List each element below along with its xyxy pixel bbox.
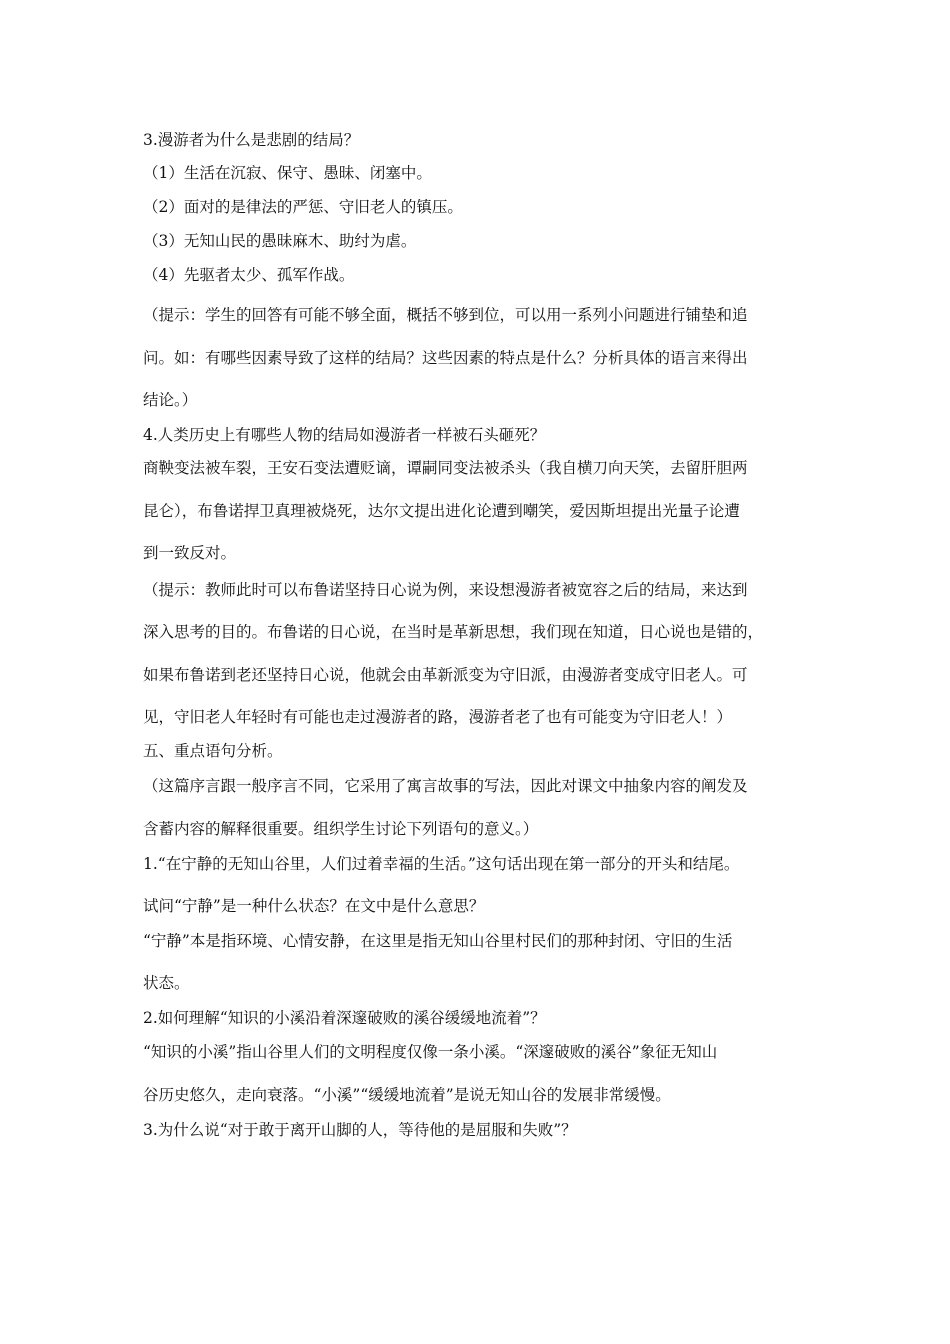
sentence-3-question: 3.为什么说“对于敢于离开山脚的人，等待他的是屈服和失败”？ [143, 1121, 577, 1139]
answer-paragraph-line-2: 昆仑），布鲁诺捍卫真理被烧死，达尔文提出进化论遭到嘲笑，爱因斯坦提出光量子论遭 [143, 502, 740, 520]
hint-paragraph-1-line-3: 结论。） [143, 391, 198, 409]
hint-paragraph-1-line-2: 问。如：有哪些因素导致了这样的结局？这些因素的特点是什么？分析具体的语言来得出 [143, 349, 748, 367]
answer-item-4: （4）先驱者太少、孤军作战。 [143, 266, 355, 284]
hint-paragraph-2-line-3: 如果布鲁诺到老还坚持日心说，他就会由革新派变为守旧派，由漫游者变成守旧老人。可 [143, 666, 748, 684]
hint-paragraph-2-line-2: 深入思考的目的。布鲁诺的日心说，在当时是革新思想，我们现在知道，日心说也是错的， [143, 623, 764, 641]
sentence-2-answer-line-1: “知识的小溪”指山谷里人们的文明程度仅像一条小溪。“深邃破败的溪谷”象征无知山 [143, 1043, 718, 1061]
answer-item-3: （3）无知山民的愚昧麻木、助纣为虐。 [143, 232, 417, 250]
sentence-1-answer-line-1: “宁静”本是指环境、心情安静，在这里是指无知山谷里村民们的那种封闭、守旧的生活 [143, 932, 733, 950]
hint-paragraph-1-line-1: （提示：学生的回答有可能不够全面，概括不够到位，可以用一系列小问题进行铺垫和追 [143, 306, 748, 324]
intro-paragraph-line-2: 含蓄内容的解释很重要。组织学生讨论下列语句的意义。） [143, 820, 539, 838]
intro-paragraph-line-1: （这篇序言跟一般序言不同，它采用了寓言故事的写法，因此对课文中抽象内容的阐发及 [143, 777, 748, 795]
answer-item-2: （2）面对的是律法的严惩、守旧老人的镇压。 [143, 198, 463, 216]
sentence-2-answer-line-2: 谷历史悠久，走向衰落。“小溪”“缓缓地流着”是说无知山谷的发展非常缓慢。 [143, 1086, 671, 1104]
answer-paragraph-line-3: 到一致反对。 [143, 544, 237, 562]
sentence-2-question: 2.如何理解“知识的小溪沿着深邃破败的溪谷缓缓地流着”？ [143, 1009, 546, 1027]
section-5-heading: 五、重点语句分析。 [143, 742, 283, 760]
hint-paragraph-2-line-4: 见，守旧老人年轻时有可能也走过漫游者的路，漫游者老了也有可能变为守旧老人！） [143, 708, 733, 726]
hint-paragraph-2-line-1: （提示：教师此时可以布鲁诺坚持日心说为例，来设想漫游者被宽容之后的结局，来达到 [143, 581, 748, 599]
sentence-1-question-line-1: 1.“在宁静的无知山谷里，人们过着幸福的生活。”这句话出现在第一部分的开头和结尾。 [143, 855, 740, 873]
sentence-1-answer-line-2: 状态。 [143, 974, 190, 992]
answer-paragraph-line-1: 商鞅变法被车裂，王安石变法遭贬谪，谭嗣同变法被杀头（我自横刀向天笑，去留肝胆两 [143, 459, 748, 477]
sentence-1-question-line-2: 试问“宁静”是一种什么状态？在文中是什么意思？ [143, 897, 485, 915]
question-4-heading: 4.人类历史上有哪些人物的结局如漫游者一样被石头砸死？ [143, 426, 546, 444]
question-3-heading: 3.漫游者为什么是悲剧的结局？ [143, 131, 360, 149]
answer-item-1: （1）生活在沉寂、保守、愚昧、闭塞中。 [143, 164, 432, 182]
